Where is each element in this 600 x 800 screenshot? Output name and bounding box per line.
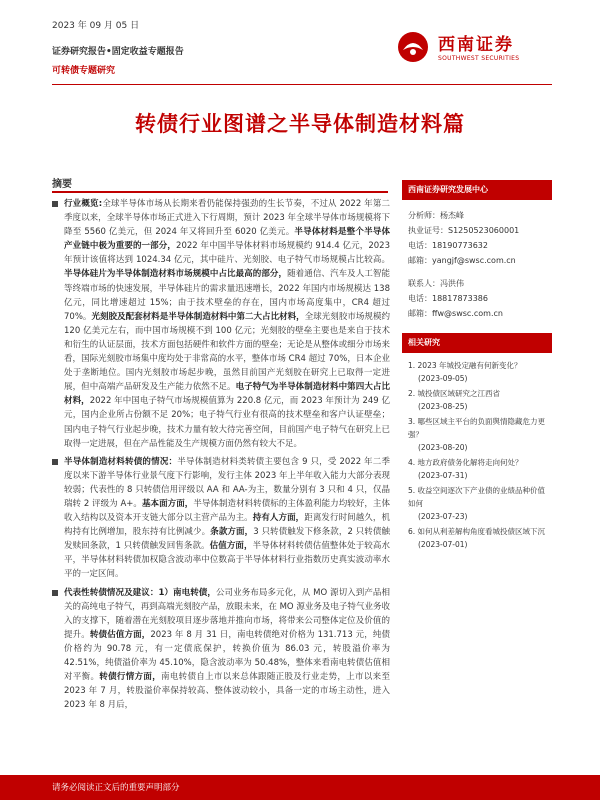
contact-email-link[interactable]: ffw@swsc.com.cn bbox=[432, 309, 503, 318]
related-item[interactable] bbox=[408, 456, 546, 482]
para-lead: 代表性转债情况及建议： bbox=[64, 587, 159, 598]
para-emphasis: 估值方面， bbox=[209, 541, 253, 552]
abstract-paragraph-overview bbox=[52, 197, 390, 451]
abstract-divider bbox=[52, 191, 388, 193]
analyst-label: 分析师： bbox=[408, 211, 440, 220]
spacer bbox=[408, 268, 546, 276]
para-text: 半导体制造材料转债标的主体盈利能力均较好，主体收入结构以及资本开支链大部分以主营产品为主。 bbox=[64, 498, 390, 524]
para-emphasis: 1）南电转债， bbox=[158, 587, 216, 598]
para-emphasis: 半导体硅片为半导体制造材料市场规模中占比最高的部分， bbox=[64, 269, 288, 280]
bullet-icon bbox=[52, 201, 58, 207]
phone-label: 电话： bbox=[408, 241, 432, 250]
related-item[interactable] bbox=[408, 387, 546, 413]
related-title[interactable]: 4. 地方政府债务化解将走向何处？ bbox=[408, 458, 523, 467]
email-row bbox=[408, 253, 546, 268]
phone-value: 18190773632 bbox=[432, 241, 488, 250]
report-title: 转债行业图谱之半导体制造材料篇 bbox=[135, 112, 465, 136]
related-title[interactable]: 1. 2023 年城投定融有何新变化？ bbox=[408, 361, 522, 370]
report-subtitle: 可转债专题研究 bbox=[52, 66, 116, 76]
abstract-heading: 摘要 bbox=[52, 179, 72, 190]
abstract-paragraph-representative bbox=[52, 586, 390, 713]
related-list bbox=[402, 353, 552, 551]
para-lead: 半导体制造材料转债的情况： bbox=[64, 456, 178, 467]
header-divider bbox=[52, 84, 552, 85]
cert-label: 执业证号： bbox=[408, 226, 448, 235]
contact-phone-value: 18817873386 bbox=[432, 294, 488, 303]
report-date: 2023 年 09 月 05 日 bbox=[52, 21, 140, 31]
contact-phone-row bbox=[408, 291, 546, 306]
para-text: 全球半导体市场从长期来看仍能保持强劲的生长节奏，不过从 2022 年第二季度以来，全球半导体市场正式进入下行周期，预计 2023 年全球半导体市场规模将下降至 5560 亿美元，但 2024 年又将回升至 6020 亿美元。 bbox=[64, 199, 390, 238]
logo-name-en: SOUTHWEST SECURITIES bbox=[438, 55, 520, 62]
related-item[interactable] bbox=[408, 415, 546, 454]
para-text: 半导体制造材料类转债主要包含 9 只，受 2022 年二季度以来下游半导体行业景气度下行影响，发行主体 2023 年上半年收入能力大部分表现较弱；代表性的 8 只转债信用评级以 AA 和 AA-为主，数量分别有 3 只和 4 只，仅晶瑞转 2 评级为 A+。 bbox=[64, 456, 390, 509]
sidebar bbox=[402, 180, 552, 553]
related-item[interactable] bbox=[408, 484, 546, 523]
related-title[interactable]: 6. 如何从利差解构角度看城投债区域下沉 bbox=[408, 527, 546, 536]
related-date: (2023-08-20) bbox=[418, 443, 468, 452]
abstract-body bbox=[52, 197, 390, 716]
email-label: 邮箱： bbox=[408, 256, 432, 265]
phone-row bbox=[408, 238, 546, 253]
analyst-name: 杨杰峰 bbox=[440, 211, 464, 220]
related-item[interactable] bbox=[408, 359, 546, 385]
contact-name: 冯洪伟 bbox=[440, 279, 464, 288]
logo-mark-icon bbox=[396, 30, 430, 64]
para-text: 距离发行时间越久，机构持有比例增加，股东持有比例减少。 bbox=[64, 513, 390, 538]
para-emphasis: 转债估值方面， bbox=[89, 629, 151, 640]
contact-row bbox=[408, 276, 546, 291]
abstract-paragraph-bonds bbox=[52, 455, 390, 582]
related-date: (2023-07-01) bbox=[418, 540, 468, 549]
bullet-icon bbox=[52, 590, 58, 596]
para-lead: 行业概览: bbox=[64, 199, 103, 209]
para-text: 南电转债自上市以来总体跟随正股及行业走势，上市以来至 2023 年 7 月，转股溢价率保持较高、整体波动较小，具备一定的市场主动性，进入 2023 年 8 月后， bbox=[64, 672, 390, 711]
para-emphasis: 基本面方面， bbox=[141, 498, 194, 509]
logo-name-cn: 西南证券 bbox=[438, 35, 514, 55]
footer-disclaimer: 请务必阅读正文后的重要声明部分 bbox=[52, 783, 180, 793]
contact-email-row bbox=[408, 306, 546, 321]
para-emphasis: 转债行情方面， bbox=[99, 672, 162, 683]
related-title[interactable]: 3. 哪些区域主平台的负面舆情隐藏危力更强？ bbox=[408, 417, 546, 439]
para-text: 2023 年 8 月 31 日，南电转债绝对价格为 131.713 元，纯债价格约为 90.78 元，有一定债底保护，转换价值为 86.03 元，转股溢价率为 42.51%，纯债溢价率为 45.10%，隐含波动率为 50.48%，整体来看南电转债估值相对平衡。 bbox=[64, 629, 390, 683]
para-text: 2022 年中国半导体材料市场规模约 914.4 亿元，2023 年预计该值将达到 1024.34 亿元，其中硅片、光刻胶、电子特气市场规模占比较高。 bbox=[64, 241, 390, 266]
para-emphasis: 条款方面， bbox=[210, 527, 254, 538]
cert-number: S1250523060001 bbox=[448, 226, 520, 235]
cert-row bbox=[408, 223, 546, 238]
team-heading: 西南证券研究发展中心 bbox=[402, 180, 552, 200]
analyst-info bbox=[402, 200, 552, 321]
analyst-row bbox=[408, 208, 546, 223]
para-text: 半导体材料转债估值整体处于较高水平，半导体材料转债加权隐含波动率中位数高于半导体材料行业指数历史真实波动率水平的一定区间。 bbox=[64, 541, 390, 580]
contact-email-label: 邮箱： bbox=[408, 309, 432, 318]
bullet-icon bbox=[52, 459, 58, 465]
company-logo bbox=[396, 28, 546, 76]
related-item[interactable] bbox=[408, 525, 546, 551]
related-title[interactable]: 5. 收益空间逐次下产业债的业绩品种价值如何 bbox=[408, 486, 546, 508]
report-header bbox=[52, 18, 552, 80]
para-text: 公司业务布局多元化，从 MO 源切入到产品相关的高纯电子特气，再到高端光刻胶产品，放眼未来，在 MO 源业务及电子特气业务收入的支撑下，随着潜在光刻胶项目逐步落地并推向市场，将带来公司整体定位及价值的提升。 bbox=[64, 587, 390, 640]
email-link[interactable]: yangjf@swsc.com.cn bbox=[432, 256, 516, 265]
related-date: (2023-07-23) bbox=[418, 512, 468, 521]
para-text: 随着通信、汽车及人工智能等终端市场的快速发展，半导体硅片的需求量迅速增长，2022 年国内市场规模达 138 亿元，同比增速超过 15%；由于技术壁垒的存在，国内市场高度集中，CR4 超过 70%。 bbox=[64, 269, 390, 322]
report-type: 证券研究报告•固定收益专题报告 bbox=[52, 47, 184, 57]
para-emphasis: 光刻胶及配套材料是半导体制造材料中第二大占比材料， bbox=[91, 311, 305, 322]
para-emphasis: 持有人方面， bbox=[252, 513, 305, 524]
para-text: 3 只转债触发下修条款，2 只转债触发赎回条款，1 只转债触发回售条款。 bbox=[64, 527, 390, 552]
contact-phone-label: 电话： bbox=[408, 294, 432, 303]
para-text: 全球光刻胶市场规模约 120 亿美元左右，而中国市场规模不到 100 亿元；光刻胶的壁垒主要也是来自于技术和衍生的认证层面，技术方面包括硬件和软件方面的壁垒；无论是从整体或细分市场来看，国际光刻胶市场集中度均处于非常高的水平，整体市场 CR4 超过 70%，日本企业处于垄断地位。国内光刻胶市场起步晚，虽然目前国产光刻胶在研究上已取得一定进展，但中高端产品研发及生产能力依然不足。 bbox=[64, 311, 390, 393]
para-emphasis: 电子特气为半导体制造材料中第四大占比材料， bbox=[64, 382, 390, 407]
related-heading: 相关研究 bbox=[402, 333, 552, 353]
related-date: (2023-09-05) bbox=[418, 374, 468, 383]
para-text: 2022 年中国电子特气市场规模值算为 220.8 亿元，而 2023 年预计为 249 亿元，国内企业所占份额不足 20%；电子特气行业有很高的技术壁垒和客户认证壁垒；国内电子特气行业起步晚，技术力量有较大待完善空间，目前国产电子特气在研究上已取得一定进展，但在产品性能及生产规模方面仍然有较大不足。 bbox=[64, 396, 390, 449]
para-emphasis: 半导体材料是整个半导体产业链中极为重要的一部分， bbox=[64, 227, 390, 252]
related-date: (2023-07-31) bbox=[418, 471, 468, 480]
related-title[interactable]: 2. 城投债区域研究之江西省 bbox=[408, 389, 501, 398]
related-date: (2023-08-25) bbox=[418, 402, 468, 411]
contact-label: 联系人： bbox=[408, 279, 440, 288]
